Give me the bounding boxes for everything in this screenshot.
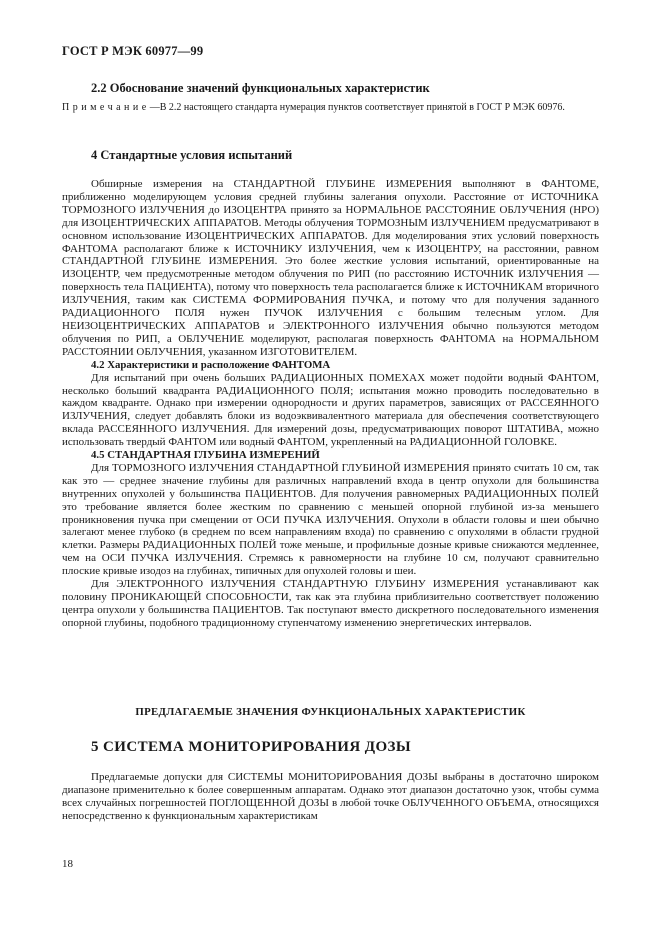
paragraph-4-2: Для испытаний при очень больших РАДИАЦИОННЫХ ПОМЕХАХ может подойти водный ФАНТОМ, несколько больший квадранта РАДИАЦИОННОГО ПОЛЯ; испытания можно проводить последовательно в каждом квадранте. Однако при измерении однородности и других параметров, зависящих от РАССЕЯННОГО ИЗЛУЧЕНИЯ, следует добавлять блоки из водоэквивалентного материала для обеспечения соответствующего вклада РАССЕЯННОГО ИЗЛУЧЕНИЯ. Для измерений дозы, предусматривающих поворот ШТАТИВА, можно использовать твердый ФАНТОМ или водный ФАНТОМ, укрепленный на РАДИАЦИОННОЙ ГОЛОВКЕ. [62, 371, 599, 449]
paragraph-4-5-b: Для ЭЛЕКТРОННОГО ИЗЛУЧЕНИЯ СТАНДАРТНУЮ ГЛУБИНУ ИЗМЕРЕНИЯ устанавливают как половину ПРОНИКАЮЩЕЙ СПОСОБНОСТИ, так как эта глубина приблизительно соответствует положению центра опухоли у большинства ПАЦИЕНТОВ. Так поступают вместо дискретного последовательного изменения опорной глубины, подобного традиционному ступенчатому изменению энергетических интервалов. [62, 578, 599, 629]
note-block [62, 101, 599, 114]
note-text: —В 2.2 настоящего стандарта нумерация пунктов соответствует принятой в ГОСТ Р МЭК 60976. [149, 102, 565, 113]
paragraph-5: Предлагаемые допуски для СИСТЕМЫ МОНИТОРИРОВАНИЯ ДОЗЫ выбраны в достаточно широком диапазоне применительно к более совершенным аппаратам. Однако этот диапазон достаточно узок, чтобы сумма всех случайных погрешностей ПОГЛОЩЕННОЙ ДОЗЫ в любой точке ОБЛУЧЕННОГО ОБЪЕМА, относящихся непосредственно к функциональным характеристикам [62, 771, 599, 822]
running-header: ГОСТ Р МЭК 60977—99 [62, 44, 204, 58]
subheading-4-5: 4.5 СТАНДАРТНАЯ ГЛУБИНА ИЗМЕРЕНИЙ [91, 449, 320, 462]
section-5-body [62, 771, 599, 823]
paragraph-4-5-a: Для ТОРМОЗНОГО ИЗЛУЧЕНИЯ СТАНДАРТНОЙ ГЛУБИНОЙ ИЗМЕРЕНИЯ принято считать 10 см, так как это — среднее значение глубины для различных направлений входа в центр опухоли для большинства внутренних опухолей у большинства ПАЦИЕНТОВ. Для получения равномерных РАДИАЦИОННЫХ ПОЛЕЙ это требование является более жестким по сравнению с меньшей опорной глубиной из-за меньшего проникновения пучка при смещении от ОСИ ПУЧКА ИЗЛУЧЕНИЯ. Опухоли в области головы и шеи обычно залегают менее глубоко (в среднем по всем направлениям входа) по сравнению с опухолями в области грудной клетки. Размеры РАДИАЦИОННЫХ ПОЛЕЙ тоже меньше, и профильные дозные кривые снижаются медленнее, чем на ОСИ ПУЧКА ИЗЛУЧЕНИЯ. Стремясь к равномерности на глубине 10 см, получают сравнительно плоские кривые изодоз на глубинах, типичных для опухолей головы и шеи. [62, 461, 599, 578]
section-4-body [62, 178, 599, 630]
heading-5: 5 СИСТЕМА МОНИТОРИРОВАНИЯ ДОЗЫ [91, 739, 411, 755]
heading-2-2: 2.2 Обоснование значений функциональных характеристик [91, 81, 430, 95]
heading-4: 4 Стандартные условия испытаний [91, 148, 293, 162]
note-label: Примечание [62, 102, 150, 113]
caps-heading: ПРЕДЛАГАЕМЫЕ ЗНАЧЕНИЯ ФУНКЦИОНАЛЬНЫХ ХАРАКТЕРИСТИК [135, 706, 526, 718]
subheading-4-2: 4.2 Характеристики и расположение ФАНТОМА [91, 358, 331, 371]
paragraph-4-1: Обширные измерения на СТАНДАРТНОЙ ГЛУБИНЕ ИЗМЕРЕНИЯ выполняют в ФАНТОМЕ, приближенно моделирующем условия средней глубины залегания опухоли. Расстояние от ИСТОЧНИКА ТОРМОЗНОГО ИЗЛУЧЕНИЯ до ИЗОЦЕНТРА принято за НОРМАЛЬНОЕ РАССТОЯНИЕ ОБЛУЧЕНИЯ (НРО) для ИЗОЦЕНТРИЧЕСКИХ АППАРАТОВ. Методы облучения ТОРМОЗНЫМ ИЗЛУЧЕНИЕМ предусматривают в основном использование ИЗОЦЕНТРИЧЕСКИХ АППАРАТОВ. Для моделирования этих условий поверхность ФАНТОМА располагают ближе к ИСТОЧНИКУ ИЗЛУЧЕНИЯ, чем к ИЗОЦЕНТРУ, на расстоянии, равном СТАНДАРТНОЙ ГЛУБИНЕ ИЗМЕРЕНИЯ. Это более жесткие условия испытаний, ориентированные на ИЗОЦЕНТР, чем предусмотренные методом облучения по РИП (по расстоянию ИСТОЧНИК ИЗЛУЧЕНИЯ — поверхность тела ПАЦИЕНТА), потому что поверхность тела располагается ближе к ИСТОЧНИКАМ вторичного ИЗЛУЧЕНИЯ, таким как СИСТЕМА ФОРМИРОВАНИЯ ПУЧКА, и потому что для получения заданного РАДИАЦИОННОГО ПОЛЯ нужен ПУЧОК ИЗЛУЧЕНИЯ с большим телесным углом. Для НЕИЗОЦЕНТРИЧЕСКИХ АППАРАТОВ и ЭЛЕКТРОННОГО ИЗЛУЧЕНИЯ обычно пользуются методом облучения по РИП, а ОБЛУЧЕНИЕ моделируют, располагая поверхность ФАНТОМА на НОРМАЛЬНОМ РАССТОЯНИИ ОБЛУЧЕНИЯ, указанном ИЗГОТОВИТЕЛЕМ. [62, 178, 599, 358]
page-number: 18 [62, 858, 73, 870]
